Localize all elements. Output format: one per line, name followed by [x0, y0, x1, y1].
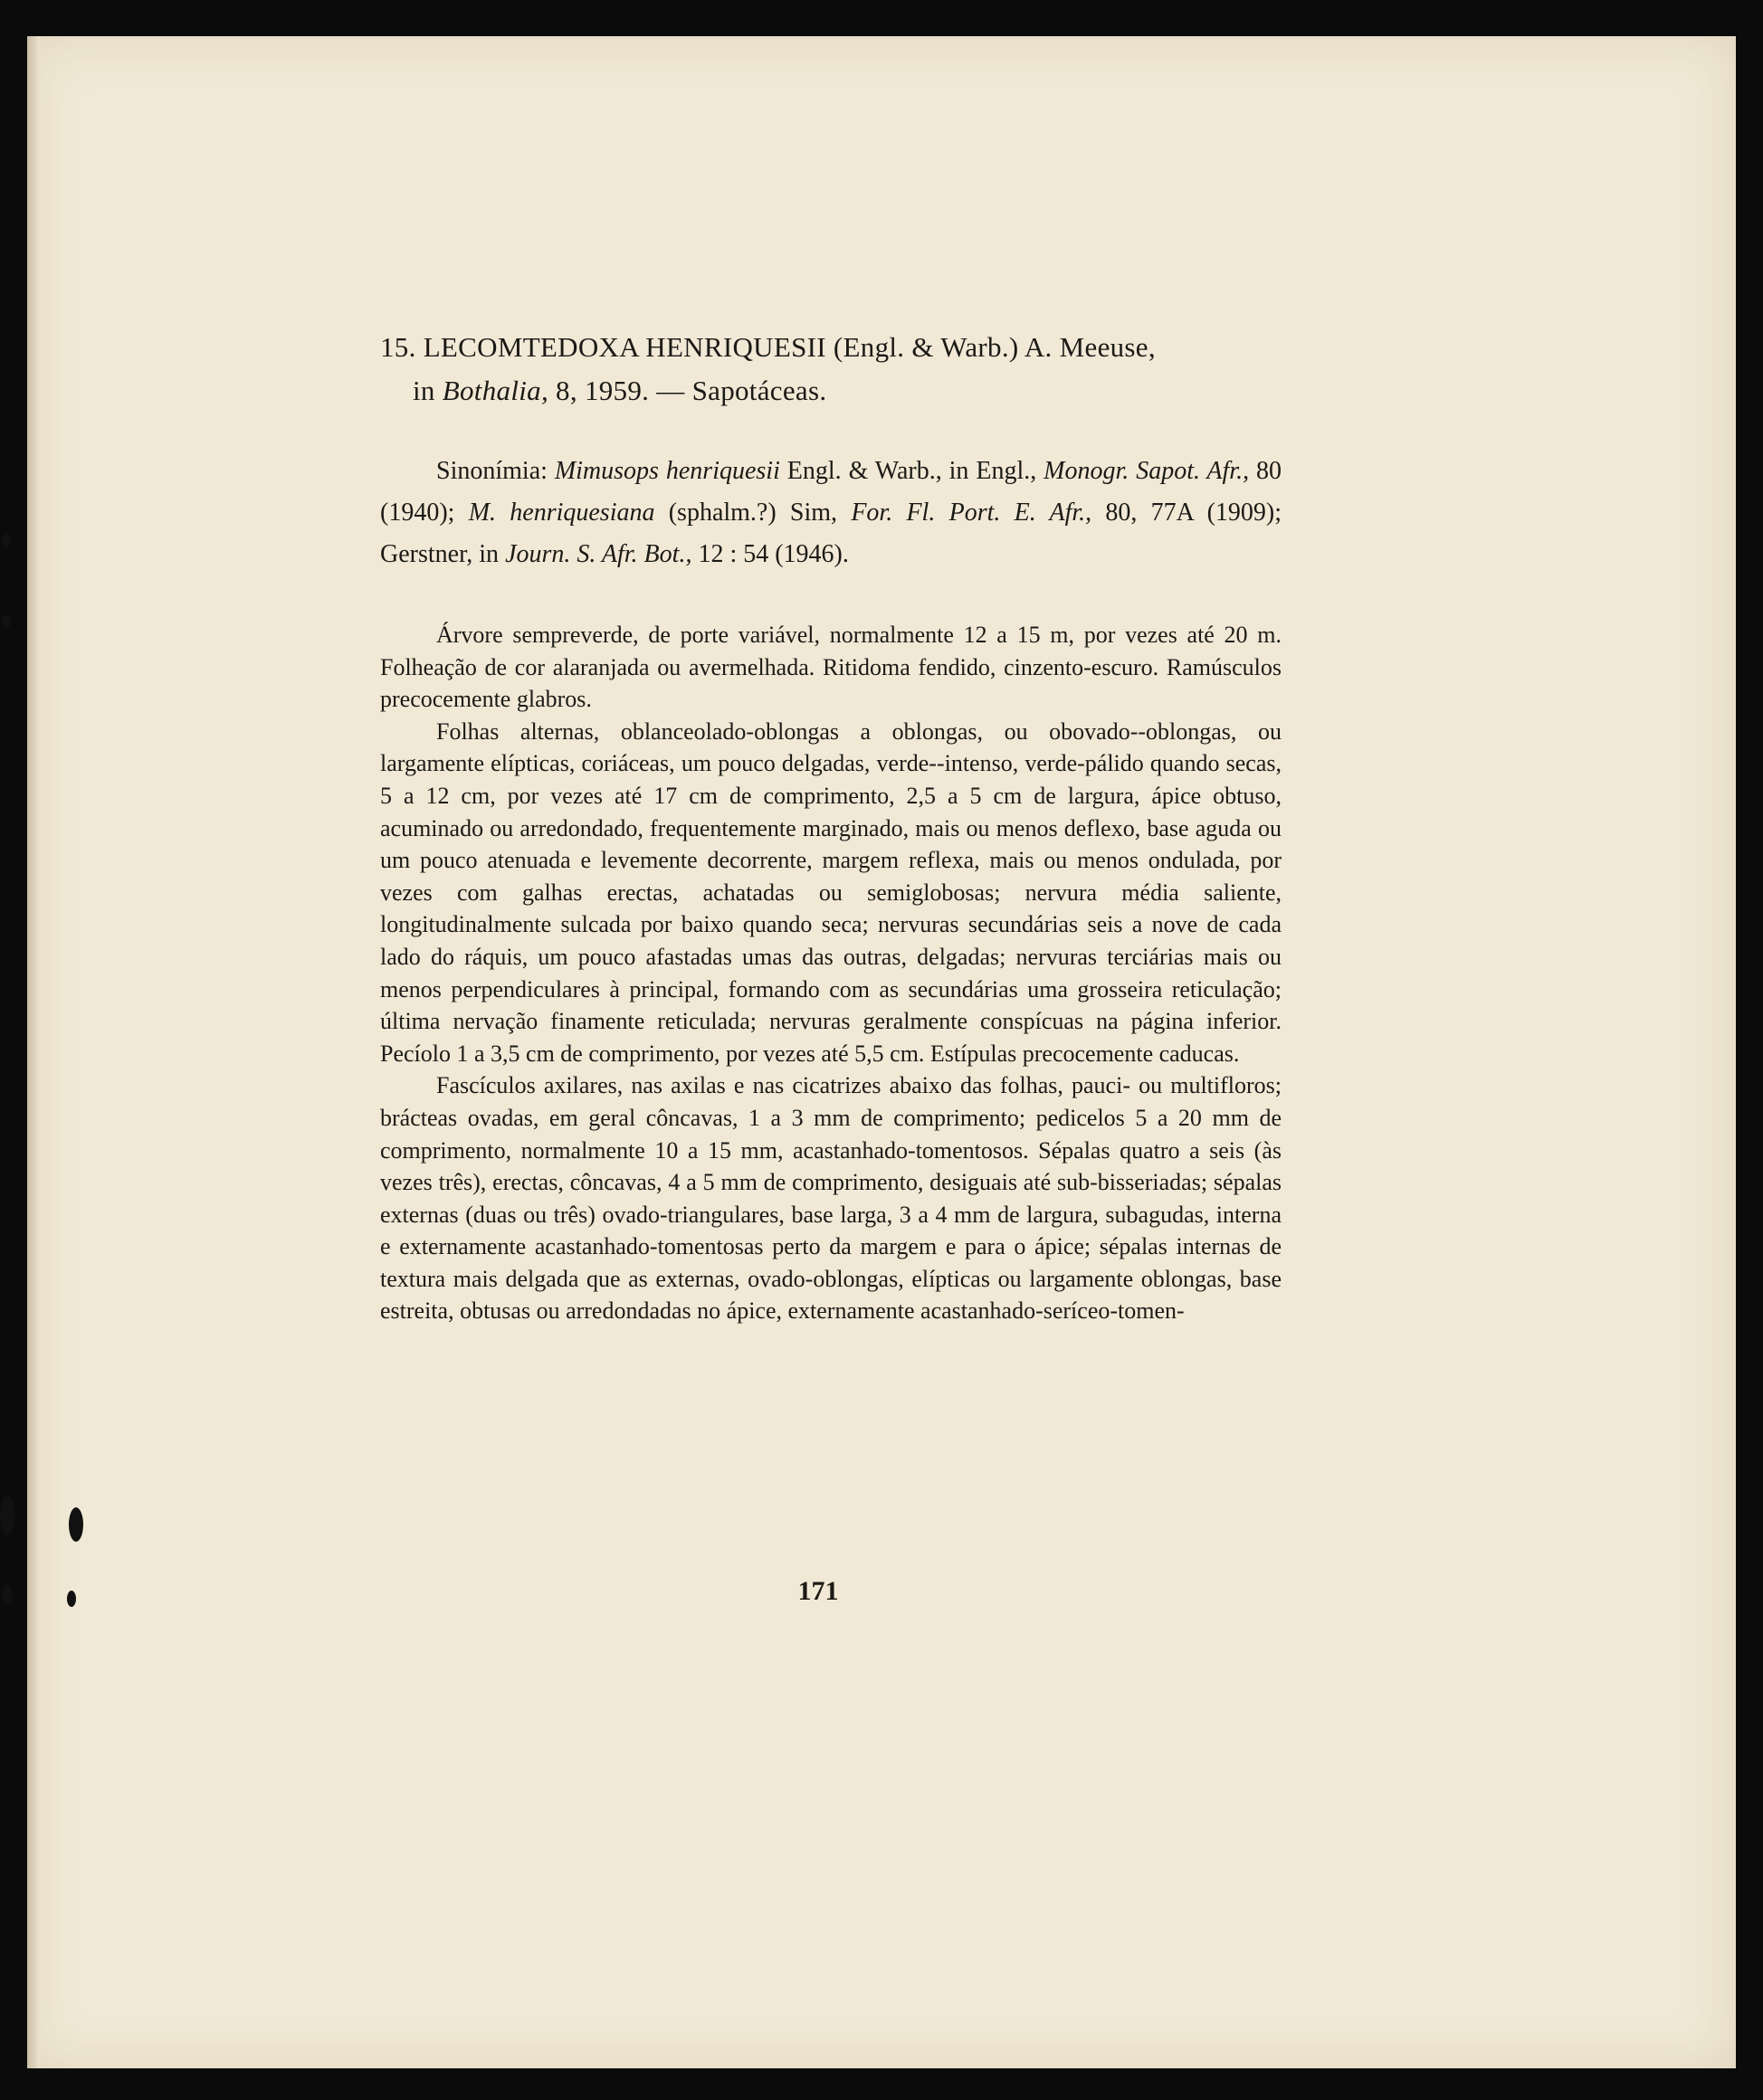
synonym-publication: Journ. S. Afr. Bot., — [505, 540, 692, 568]
binding-hole — [2, 534, 11, 546]
binding-hole — [2, 1585, 13, 1605]
synonym-publication: For. Fl. Port. E. Afr., — [851, 499, 1092, 527]
description-paragraph: Árvore sempreverde, de porte variável, normalmente 12 a 15 m, por vezes até 20 m. Folheação de cor alaranjada ou avermelhada. Ritidoma fendido, cinzento-escuro. Ramúsculos precocemente glabros. — [380, 622, 1282, 713]
synonym-name: M. henriquesiana — [468, 499, 655, 527]
binding-hole — [2, 615, 11, 628]
heading-title: 15. LECOMTEDOXA HENRIQUESII (Engl. & Warb.) A. Meeuse, — [380, 331, 1156, 363]
synonym-name: Mimusops henriquesii — [554, 457, 780, 485]
synonym-authority: (sphalm.?) Sim, — [654, 499, 852, 527]
binding-hole — [69, 1507, 83, 1542]
description-paragraph: Fascículos axilares, nas axilas e nas cicatrizes abaixo das folhas, pauci- ou multifloros; brácteas ovadas, em geral côncavas, 1 a 3 mm de comprimento; pedicelos 5 a 20 mm de comprimento, normalmente 10 a 15 mm, acastanhado-tomentosos. Sépalas quatro a seis (às vezes três), erectas, côncavas, 4 a 5 mm de comprimento, desiguais até sub-bisseriadas; sépalas externas (duas ou três) ovado-triangulares, base larga, 3 a 4 mm de largura, subagudas, interna e externamente acastanhado-tomentosas perto da margem e para o ápice; sépalas internas de textura mais delgada que as externas, ovado-oblongas, elípticas ou largamente oblongas, base estreita, obtusas ou arredondadas no ápice, externamente acastanhado-seríceo-tomen- — [380, 1072, 1282, 1325]
binding-hole — [0, 1495, 14, 1535]
synonym-authority: Engl. & Warb., in Engl., — [779, 457, 1044, 485]
description-paragraph: Folhas alternas, oblanceolado-oblongas a oblongas, ou obovado--oblongas, ou largamente elípticas, coriáceas, um pouco delgadas, verde--intenso, verde-pálido quando secas, 5 a 12 cm, por vezes até 17 cm de comprimento, 2,5 a 5 cm de largura, ápice obtuso, acuminado ou arredondado, frequentemente marginado, mais ou menos deflexo, base aguda ou um pouco atenuada e levemente decorrente, margem reflexa, mais ou menos ondulada, por vezes com galhas erectas, achatadas ou semiglobosas; nervura média saliente, longitudinalmente sulcada por baixo quando seca; nervuras secundárias seis a nove de cada lado do ráquis, um pouco afastadas umas das outras, delgadas; nervuras terciárias mais ou menos perpendiculares à principal, formando com as secundárias uma grosseira reticulação; última nervação finamente reticulada; nervuras geralmente conspícuas na página inferior. Pecíolo 1 a 3,5 cm de comprimento, por vezes até 5,5 cm. Estípulas precocemente caducas. — [380, 717, 1282, 1067]
species-heading — [380, 326, 1282, 413]
synonym-year: 12 : 54 (1946). — [691, 540, 849, 568]
binding-hole — [67, 1591, 76, 1607]
heading-journal: Bothalia, — [442, 375, 548, 406]
synonym-year: 80, 77A (1909); Gerstner, in — [380, 499, 1282, 568]
synonym-publication: Monogr. Sapot. Afr., — [1044, 457, 1250, 485]
article-body — [380, 326, 1282, 1327]
heading-prefix: in — [413, 375, 443, 406]
heading-rest: 8, 1959. — Sapotáceas. — [548, 375, 827, 406]
synonymy-label: Sinonímia: — [436, 457, 555, 485]
page-number: 171 — [797, 1576, 839, 1606]
synonym-year: 80 (1940); — [380, 457, 1282, 527]
synonymy-paragraph — [380, 451, 1282, 575]
page-gutter — [27, 36, 40, 2068]
